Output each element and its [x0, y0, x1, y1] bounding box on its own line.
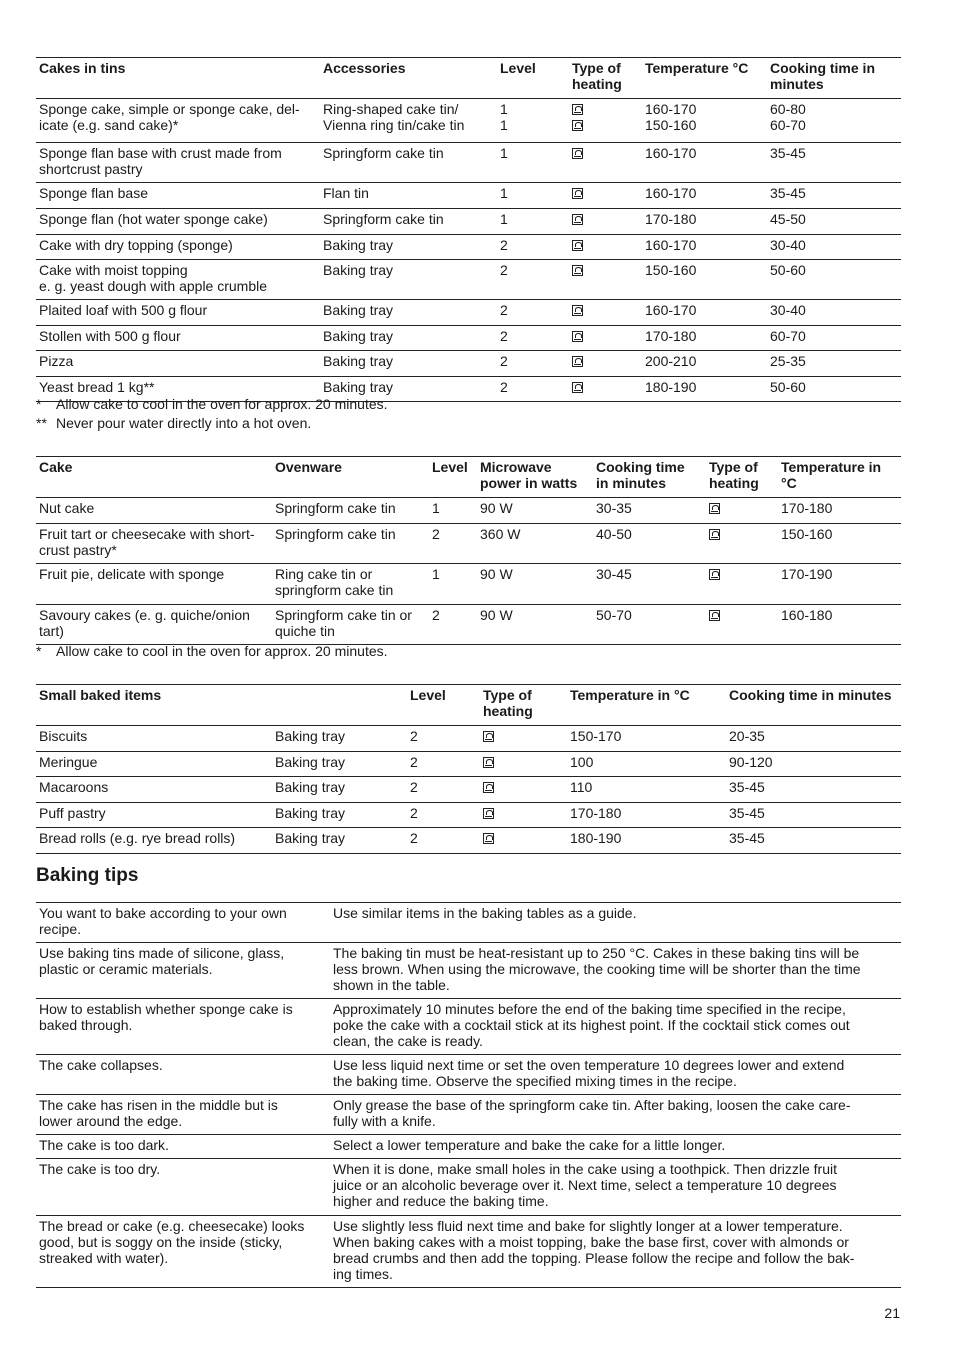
heating-type-icons — [572, 351, 583, 372]
top-bottom-heating-icon — [483, 833, 494, 844]
heating-type-icons — [572, 143, 583, 164]
table-cell: 1 — [500, 185, 508, 201]
tip-row — [36, 903, 901, 943]
table-cell: 2 — [410, 728, 418, 744]
heating-type-icons — [483, 828, 494, 849]
tip-row — [36, 1159, 901, 1216]
footnote-mark: * — [36, 643, 42, 659]
top-bottom-heating-icon — [483, 757, 494, 768]
column-header: Cake — [39, 459, 73, 475]
top-bottom-heating-icon — [572, 120, 583, 131]
table-cell: Ring-shaped cake tin/ Vienna ring tin/cake tin — [323, 101, 465, 133]
table-cell: 2 — [500, 237, 508, 253]
table-cell: 160-170 — [645, 145, 697, 161]
heating-type-icons — [483, 777, 494, 798]
table-cell: Macaroons — [39, 779, 109, 795]
footnote-text: Never pour water directly into a hot oven. — [56, 415, 312, 431]
table-cell: 150-170 — [570, 728, 622, 744]
table-row — [36, 726, 901, 752]
table-cell: 90-120 — [729, 754, 773, 770]
table-cell: 200-210 — [645, 353, 697, 369]
column-header: Cooking time in minutes — [770, 60, 875, 92]
table-cell: 60-80 60-70 — [770, 101, 806, 133]
table-cell: 90 W — [480, 566, 513, 582]
table-cell: 25-35 — [770, 353, 806, 369]
table-cell: Stollen with 500 g flour — [39, 328, 181, 344]
page-number: 21 — [884, 1305, 900, 1321]
table-cell: 2 — [432, 526, 440, 542]
table-row — [36, 183, 901, 209]
table-cell: 35-45 — [729, 805, 765, 821]
column-header: Cooking time in minutes — [596, 459, 685, 491]
table-cell: Bread rolls (e.g. rye bread rolls) — [39, 830, 236, 846]
cakes-in-tins-table — [36, 57, 901, 402]
table-cell: Baking tray — [275, 805, 346, 821]
top-bottom-heating-icon — [709, 610, 720, 621]
table-cell: 35-45 — [729, 779, 765, 795]
table-cell: 20-35 — [729, 728, 765, 744]
table-cell: Nut cake — [39, 500, 95, 516]
table-cell: Springform cake tin — [275, 500, 396, 516]
table-cell: 160-170 150-160 — [645, 101, 697, 133]
table-cell: 30-45 — [596, 566, 632, 582]
table-row — [36, 351, 901, 377]
table-cell: Fruit pie, delicate with sponge — [39, 566, 225, 582]
table-cell: 1 1 — [500, 101, 508, 133]
tip-problem: The cake has risen in the middle but is lower around the edge. — [39, 1097, 278, 1129]
table-cell: Sponge cake, simple or sponge cake, del- icate (e.g. sand cake)* — [39, 101, 300, 133]
table-cell: 2 — [500, 262, 508, 278]
table-cell: Springform cake tin — [323, 211, 444, 227]
table-cell: Flan tin — [323, 185, 369, 201]
tip-row — [36, 1216, 901, 1288]
table-cell: Savoury cakes (e. g. quiche/onion tart) — [39, 607, 250, 639]
table-cell: Pizza — [39, 353, 74, 369]
column-header: Accessories — [323, 60, 406, 76]
top-bottom-heating-icon — [572, 188, 583, 199]
table-cell: 1 — [500, 211, 508, 227]
table-cell: 35-45 — [770, 185, 806, 201]
table-cell: 2 — [432, 607, 440, 623]
table-cell: Sponge flan base with crust made from shortcrust pastry — [39, 145, 282, 177]
top-bottom-heating-icon — [483, 808, 494, 819]
table-row — [36, 524, 901, 564]
tip-problem: The cake is too dry. — [39, 1161, 161, 1177]
tip-solution: Only grease the base of the springform cake tin. After baking, loosen the cake care- fully with a knife. — [333, 1097, 851, 1129]
heating-type-icons — [572, 235, 583, 256]
top-bottom-heating-icon — [572, 104, 583, 115]
table-cell: 150-160 — [781, 526, 833, 542]
top-bottom-heating-icon — [572, 214, 583, 225]
table-cell: 2 — [410, 779, 418, 795]
table-cell: 45-50 — [770, 211, 806, 227]
table-row — [36, 235, 901, 260]
tip-problem: The cake collapses. — [39, 1057, 163, 1073]
heating-type-icons — [709, 605, 720, 626]
top-bottom-heating-icon — [572, 265, 583, 276]
table-cell: 35-45 — [770, 145, 806, 161]
table-cell: 2 — [410, 805, 418, 821]
table-cell: 50-70 — [596, 607, 632, 623]
heating-type-icons — [709, 498, 720, 519]
top-bottom-heating-icon — [709, 529, 720, 540]
heating-type-icons — [709, 524, 720, 545]
column-header: Cakes in tins — [39, 60, 126, 76]
top-bottom-heating-icon — [572, 331, 583, 342]
column-header: Type of heating — [572, 60, 622, 92]
table-cell: Cake with dry topping (sponge) — [39, 237, 233, 253]
heating-type-icons — [483, 752, 494, 773]
table-cell: Baking tray — [323, 302, 394, 318]
table-cell: 40-50 — [596, 526, 632, 542]
column-header: Temperature in °C — [781, 459, 882, 491]
table-row — [36, 752, 901, 777]
heating-type-icons — [572, 260, 583, 281]
tip-solution: Select a lower temperature and bake the cake for a little longer. — [333, 1137, 726, 1153]
table-cell: 360 W — [480, 526, 521, 542]
table-cell: Baking tray — [323, 328, 394, 344]
table-cell: Springform cake tin — [323, 145, 444, 161]
table-cell: 2 — [500, 353, 508, 369]
column-header: Cooking time in minutes — [729, 687, 892, 703]
heating-type-icons — [483, 726, 494, 747]
table-row — [36, 209, 901, 235]
tip-row — [36, 1135, 901, 1159]
column-header: Microwave power in watts — [480, 459, 578, 491]
heating-type-icons — [483, 803, 494, 824]
cake-microwave-table — [36, 456, 901, 645]
top-bottom-heating-icon — [572, 148, 583, 159]
heating-type-icons — [572, 326, 583, 347]
table-cell: 100 — [570, 754, 594, 770]
table-cell: 35-45 — [729, 830, 765, 846]
heating-type-icons — [572, 183, 583, 204]
table-cell: 30-40 — [770, 237, 806, 253]
table-cell: 170-180 — [570, 805, 622, 821]
table-header — [36, 58, 901, 99]
footnote — [36, 415, 311, 431]
table-cell: Sponge flan (hot water sponge cake) — [39, 211, 268, 227]
table-cell: Baking tray — [275, 779, 346, 795]
table-cell: 2 — [410, 830, 418, 846]
column-header: Ovenware — [275, 459, 342, 475]
table-row — [36, 143, 901, 183]
table-cell: 160-170 — [645, 302, 697, 318]
table-cell: Sponge flan base — [39, 185, 148, 201]
footnote-mark: ** — [36, 415, 47, 431]
table-row — [36, 326, 901, 351]
table-cell: 30-35 — [596, 500, 632, 516]
table-cell: 110 — [570, 779, 593, 795]
tip-solution: Approximately 10 minutes before the end of the baking time specified in the recipe, poke the cake with a cocktail stick at its highest point. If the cocktail stick comes out clean, the cake is ready. — [333, 1001, 850, 1049]
table-cell: 1 — [432, 500, 440, 516]
table-cell: 2 — [500, 302, 508, 318]
table-cell: 150-160 — [645, 262, 697, 278]
baking-tips-title: Baking tips — [36, 865, 139, 886]
table-cell: 170-180 — [645, 328, 697, 344]
tip-row — [36, 999, 901, 1055]
table-cell: Puff pastry — [39, 805, 106, 821]
heating-type-icons — [572, 209, 583, 230]
table-cell: 2 — [500, 328, 508, 344]
tip-problem: The bread or cake (e.g. cheesecake) looks good, but is soggy on the inside (sticky, streaked with water). — [39, 1218, 305, 1266]
table-cell: 2 — [500, 379, 508, 395]
table-cell: 90 W — [480, 500, 513, 516]
table-row — [36, 498, 901, 524]
table-cell: 50-60 — [770, 379, 806, 395]
table-cell: Fruit tart or cheesecake with short- crust pastry* — [39, 526, 255, 558]
footnote — [36, 643, 388, 659]
tip-row — [36, 943, 901, 999]
top-bottom-heating-icon — [709, 569, 720, 580]
table-row — [36, 777, 901, 803]
footnote-text: Allow cake to cool in the oven for approx. 20 minutes. — [56, 396, 388, 412]
table-cell: Baking tray — [275, 728, 346, 744]
column-header: Temperature °C — [645, 60, 749, 76]
table-cell: 1 — [432, 566, 440, 582]
table-cell: 170-180 — [645, 211, 697, 227]
top-bottom-heating-icon — [572, 305, 583, 316]
table-cell: 50-60 — [770, 262, 806, 278]
table-header — [36, 685, 901, 726]
tip-solution: Use similar items in the baking tables as a guide. — [333, 905, 637, 921]
table-cell: Springform cake tin or quiche tin — [275, 607, 412, 639]
table-row — [36, 803, 901, 828]
heating-type-icons — [572, 99, 583, 136]
table-cell: 160-170 — [645, 185, 697, 201]
table-cell: Springform cake tin — [275, 526, 396, 542]
table-row — [36, 564, 901, 605]
tip-problem: The cake is too dark. — [39, 1137, 169, 1153]
table-cell: 180-190 — [645, 379, 697, 395]
table-cell: Baking tray — [323, 353, 394, 369]
tip-solution: When it is done, make small holes in the cake using a toothpick. Then drizzle fruit juice or an alcoholic beverage over it. Next time, select a temperature 10 degrees higher and reduce the baking time. — [333, 1161, 837, 1209]
footnote-mark: * — [36, 396, 42, 412]
table-cell: Baking tray — [275, 754, 346, 770]
table-cell: 180-190 — [570, 830, 622, 846]
heating-type-icons — [709, 564, 720, 585]
table-cell: Baking tray — [323, 379, 394, 395]
table-cell: 1 — [500, 145, 508, 161]
table-cell: Ring cake tin or springform cake tin — [275, 566, 394, 598]
table-cell: Meringue — [39, 754, 98, 770]
top-bottom-heating-icon — [572, 356, 583, 367]
baking-tips-table — [36, 902, 901, 1288]
heating-type-icons — [572, 300, 583, 321]
table-cell: Biscuits — [39, 728, 88, 744]
tip-solution: Use less liquid next time or set the oven temperature 10 degrees lower and extend the baking time. Observe the specified mixing times in the recipe. — [333, 1057, 845, 1089]
column-header: Type of heating — [709, 459, 759, 491]
top-bottom-heating-icon — [572, 240, 583, 251]
table-cell: 60-70 — [770, 328, 806, 344]
column-header: Level — [500, 60, 536, 76]
table-row — [36, 300, 901, 326]
table-cell: 170-190 — [781, 566, 833, 582]
table-cell: 2 — [410, 754, 418, 770]
footnote-text: Allow cake to cool in the oven for approx. 20 minutes. — [56, 643, 388, 659]
table-cell: Cake with moist topping e. g. yeast dough with apple crumble — [39, 262, 268, 294]
table-cell: 160-180 — [781, 607, 833, 623]
tip-problem: You want to bake according to your own recipe. — [39, 905, 287, 937]
table-cell: Baking tray — [275, 830, 346, 846]
table-cell: Baking tray — [323, 237, 394, 253]
tip-row — [36, 1055, 901, 1095]
table-row — [36, 605, 901, 645]
table-cell: 160-170 — [645, 237, 697, 253]
tip-problem: How to establish whether sponge cake is baked through. — [39, 1001, 293, 1033]
column-header: Temperature in °C — [570, 687, 690, 703]
top-bottom-heating-icon — [709, 503, 720, 514]
column-header: Small baked items — [39, 687, 162, 703]
table-row — [36, 828, 901, 854]
tip-row — [36, 1095, 901, 1135]
column-header: Level — [432, 459, 468, 475]
tip-problem: Use baking tins made of silicone, glass, plastic or ceramic materials. — [39, 945, 285, 977]
small-baked-items-table — [36, 684, 901, 854]
table-cell: 170-180 — [781, 500, 833, 516]
footnote — [36, 396, 388, 412]
table-cell: 90 W — [480, 607, 513, 623]
tip-solution: Use slightly less fluid next time and bake for slightly longer at a lower temperature. When baking cakes with a moist topping, bake the base first, cover with almonds or bread crumbs and then add the topping. Please follow the recipe and follow the bak- ing times. — [333, 1218, 855, 1282]
tip-solution: The baking tin must be heat-resistant up to 250 °C. Cakes in these baking tins will be less brown. When using the microwave, the cooking time will be shorter than the time shown in the table. — [333, 945, 861, 993]
table-row — [36, 99, 901, 143]
table-cell: Baking tray — [323, 262, 394, 278]
heating-type-icons — [572, 377, 583, 398]
table-row — [36, 260, 901, 300]
table-cell: Yeast bread 1 kg** — [39, 379, 155, 395]
table-cell: 30-40 — [770, 302, 806, 318]
top-bottom-heating-icon — [483, 731, 494, 742]
table-header — [36, 457, 901, 498]
top-bottom-heating-icon — [572, 382, 583, 393]
top-bottom-heating-icon — [483, 782, 494, 793]
column-header: Level — [410, 687, 446, 703]
column-header: Type of heating — [483, 687, 533, 719]
table-cell: Plaited loaf with 500 g flour — [39, 302, 208, 318]
